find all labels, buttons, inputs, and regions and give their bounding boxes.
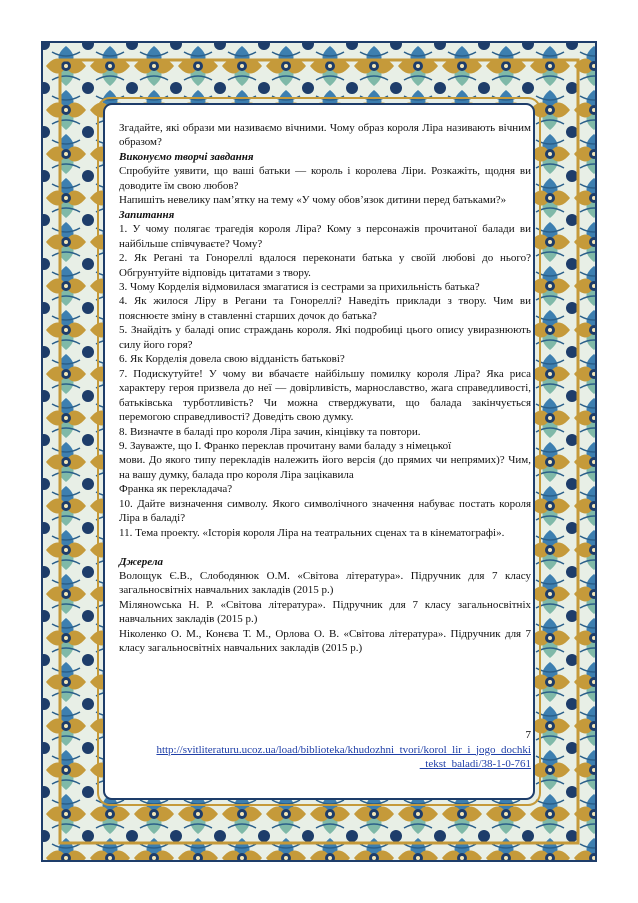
source-link-line-2: _tekst_baladi/38-1-0-761 bbox=[419, 758, 531, 770]
blank-line bbox=[119, 540, 531, 554]
document-body bbox=[119, 121, 531, 656]
paragraph: Напишіть невелику пам’ятку на тему «У чому обов’язок дитини перед батьками?» bbox=[119, 194, 507, 207]
paragraph: Згадайте, які образи ми називаємо вічними. Чому образ короля Ліра називають вічним образом? bbox=[119, 122, 531, 149]
paragraph: 10. Дайте визначення символу. Якого символічного значення набуває постать короля Ліра в баладі? bbox=[119, 497, 531, 525]
paragraph: Мілянowська Н. Р. «Світова література». Підручник для 7 класу загальносвітніх навчальних закладів (2015 р.) bbox=[119, 598, 531, 626]
paragraph: 7. Подискутуйте! У чому ви вбачаєте найбільшу помилку короля Ліра? Яка риса характеру героя призвела до неї — довірливість, марнославство, жага справедливості, батьківська турботливість? Чи можна стверджувати, що балада закінчується перемогою справедливості? Доведіть свою думку. bbox=[119, 367, 531, 424]
paragraph: Ніколенко О. М., Конєва Т. М., Орлова О. В. «Світова література». Підручник для 7 класу загальносвітніх навчальних закладів (2015 р.) bbox=[119, 627, 531, 655]
paragraph: 4. Як жилося Ліру в Регани та Гонореллі? Наведіть приклади з твору. Чим ви пояснюєте зміну в ставленні старших дочок до батька? bbox=[119, 295, 531, 322]
paragraph: 6. Як Корделія довела свою відданість батькові? bbox=[119, 353, 345, 366]
paragraph: Спробуйте уявити, що ваші батьки — король і королева Ліри. Розкажіть, щодня ви доводите їм свою любов? bbox=[119, 165, 531, 192]
paragraph: Волощук Є.В., Слободянюк О.М. «Світова література». Підручник для 7 класу загальносвітніх навчальних закладів (2015 р.) bbox=[119, 570, 531, 597]
page-footer bbox=[119, 728, 531, 772]
source-link[interactable] bbox=[156, 744, 531, 771]
paragraph: 3. Чому Корделія відмовилася змагатися із сестрами за прихильність батька? bbox=[119, 280, 480, 293]
paragraph: 8. Визначте в баладі про короля Ліра зачин, кінцівку та повтори. bbox=[119, 425, 421, 438]
page-number: 7 bbox=[525, 729, 531, 741]
paragraph: мови. До якого типу перекладів належить його версія (до прямих чи непрямих)? Чим, на вашу думку, балада про короля Ліра зацікавила bbox=[119, 454, 531, 481]
paragraph: 5. Знайдіть у баладі опис страждань короля. Які подробиці цього опису увиразнюють силу його горя? bbox=[119, 324, 531, 351]
paragraph: 1. У чому полягає трагедія короля Ліра? Кому з персонажів прочитаної балади ви найбільше співчуваєте? Чому? bbox=[119, 223, 531, 250]
section-heading: Запитання bbox=[119, 208, 175, 221]
paragraph: 11. Тема проекту. «Історія короля Ліра на театральних сценах та в кінематографі». bbox=[119, 526, 505, 539]
source-link-line-1: http://svitliteraturu.ucoz.ua/load/biblioteka/khudozhni_tvori/korol_lir_i_jogo_dochki bbox=[156, 743, 531, 756]
section-heading: Джерела bbox=[119, 555, 163, 568]
section-heading: Виконуємо творчі завдання bbox=[119, 150, 254, 163]
paragraph: 2. Як Регані та Гонореллі вдалося переконати батька у своїй любові до нього? Обгрунтуйте відповідь цитатами з твору. bbox=[119, 252, 531, 279]
paragraph: Франка як перекладача? bbox=[119, 483, 233, 496]
paragraph: 9. Зауважте, що І. Франко переклав прочитану вами баладу з німецької bbox=[119, 439, 452, 452]
